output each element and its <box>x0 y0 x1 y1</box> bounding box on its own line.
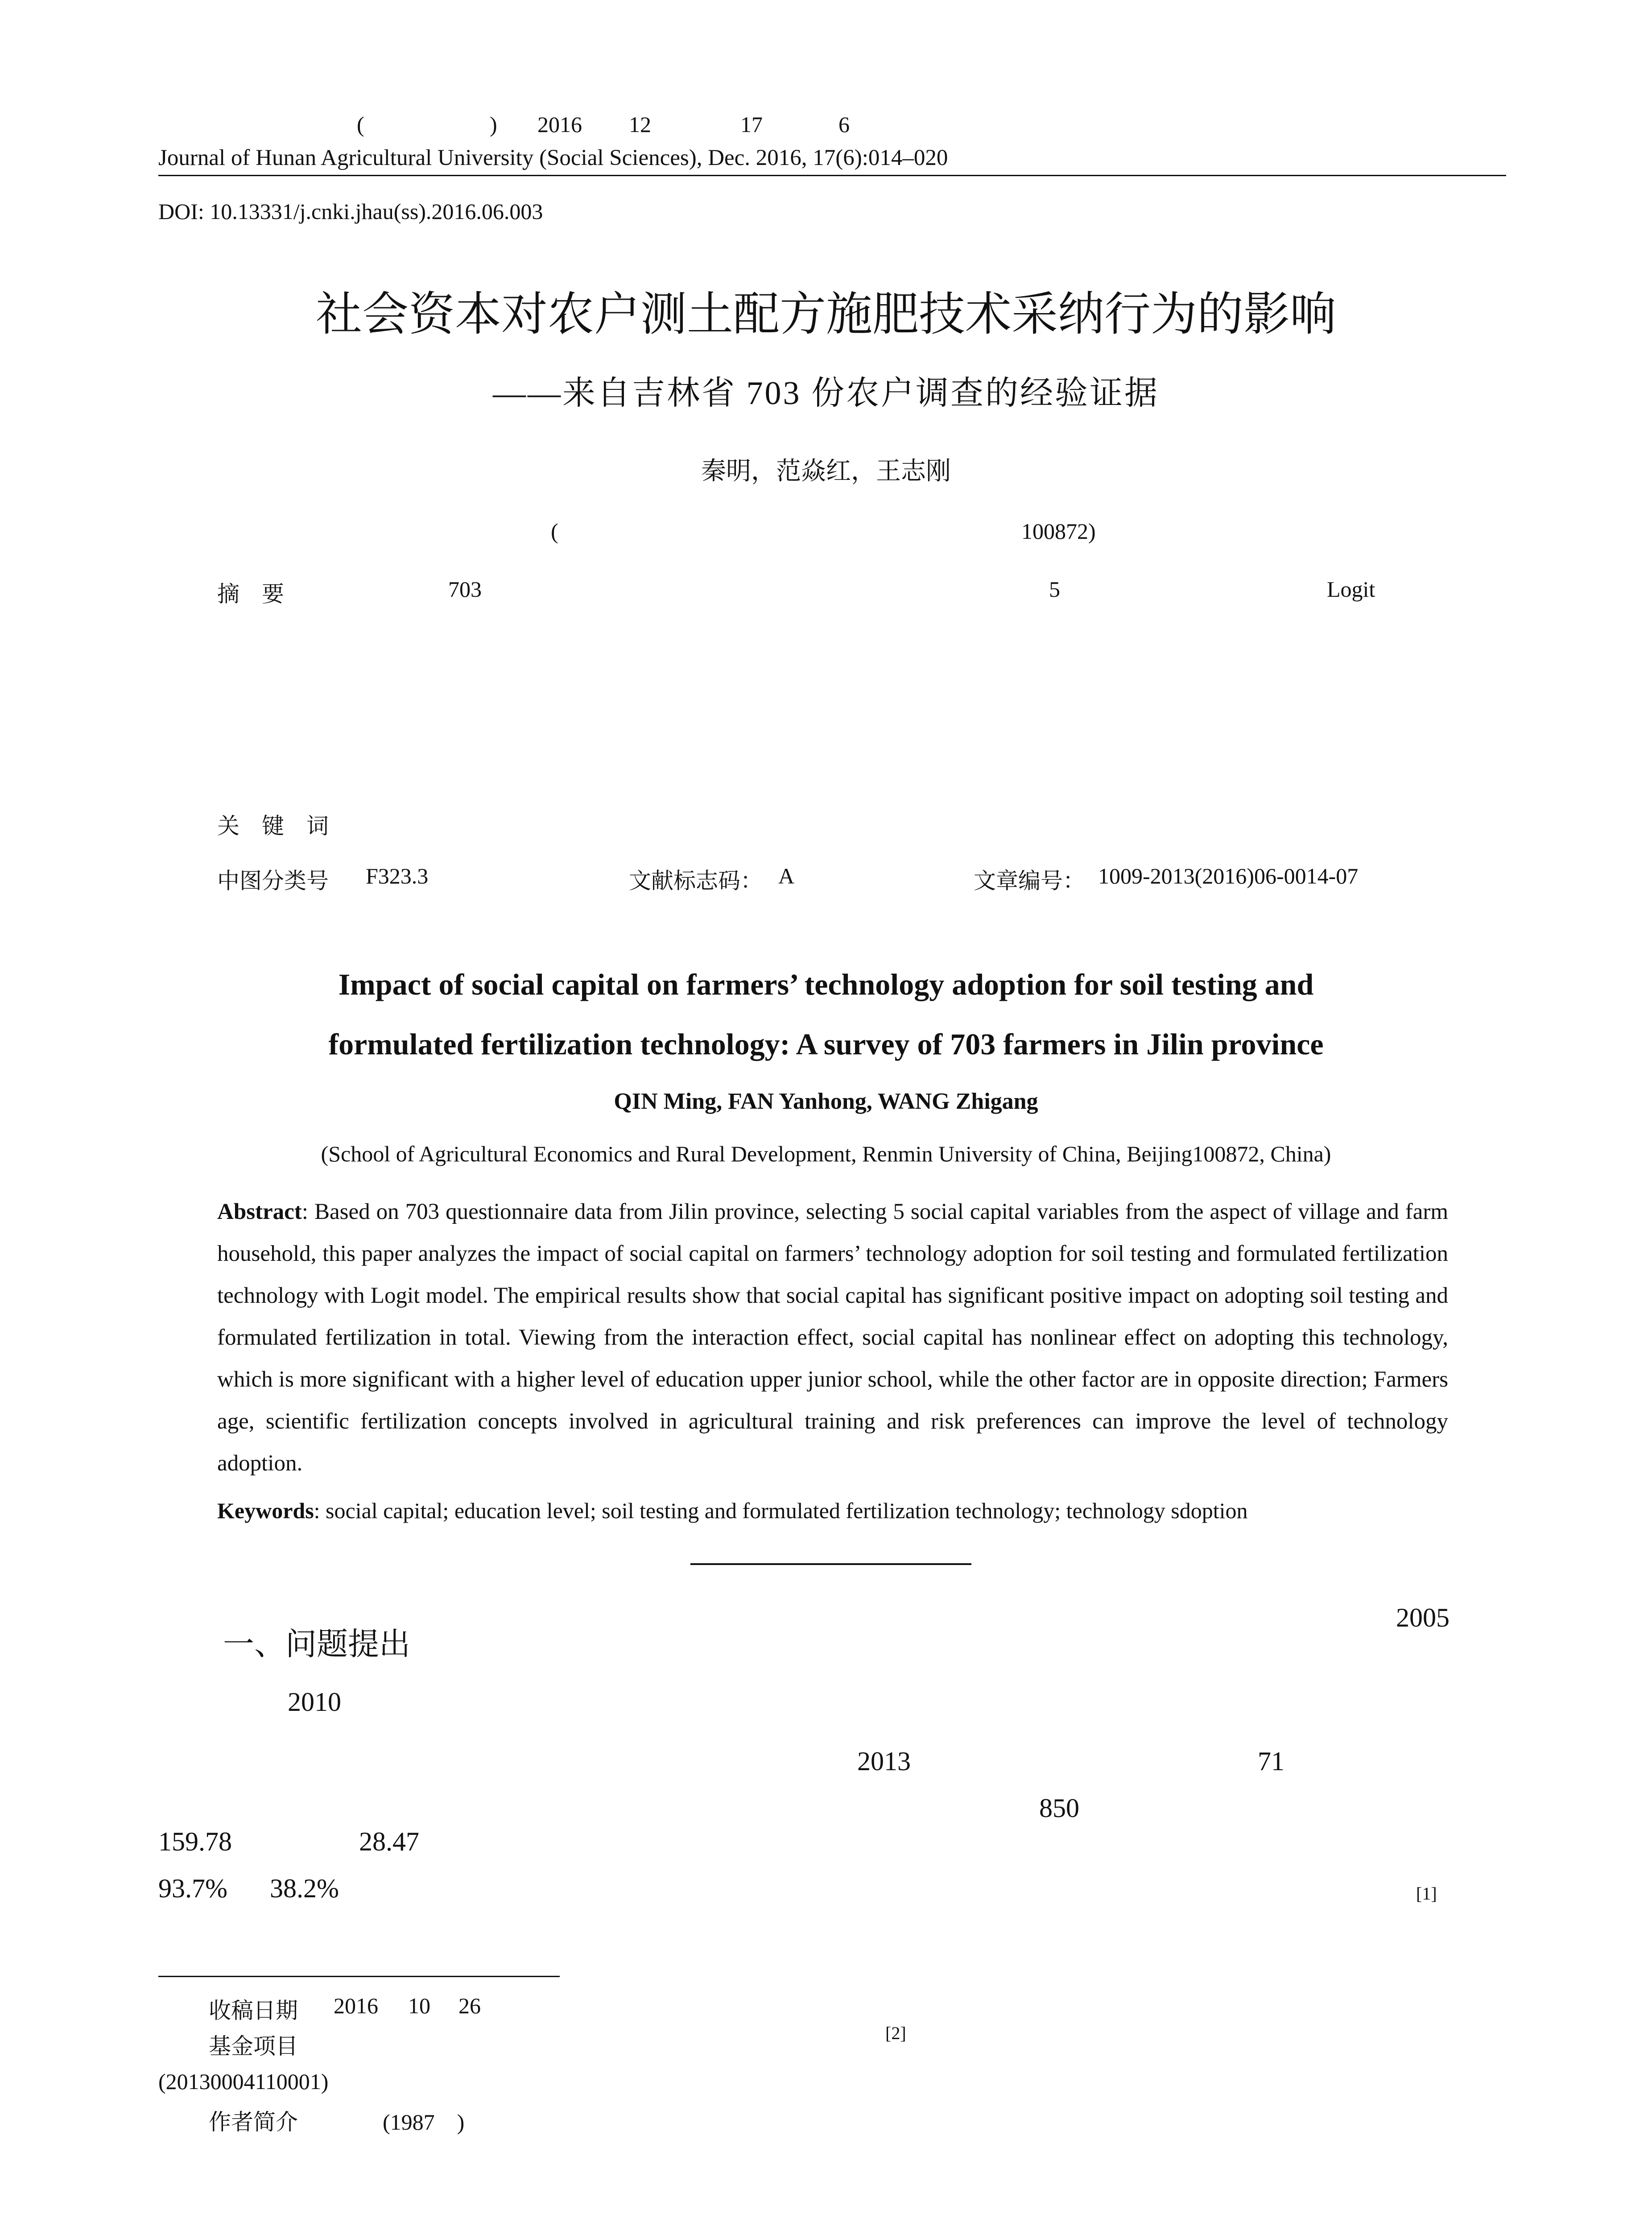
value-71: 71 <box>1258 1747 1284 1776</box>
keywords-en <box>217 1498 1248 1524</box>
affiliation-en: (School of Agricultural Economics and Rural Development, Renmin University of China, Beijing100872, China) <box>321 1141 1331 1166</box>
abstract-en-label: Abstract <box>217 1199 302 1224</box>
abstract-cn-label: 摘 要 <box>217 581 284 607</box>
reference-2: [2] <box>885 2023 906 2043</box>
received-day: 26 <box>458 1993 481 2018</box>
authors-en: QIN Ming, FAN Yanhong, WANG Zhigang <box>614 1089 1038 1114</box>
journal-header-line <box>0 112 1652 138</box>
value-850: 850 <box>1039 1793 1079 1823</box>
keywords-en-text: : social capital; education level; soil testing and formulated fertilization technology; technology sdoption <box>314 1498 1248 1523</box>
received-month: 10 <box>408 1993 430 2018</box>
year-2010: 2010 <box>288 1687 341 1717</box>
abstract-cn-5: 5 <box>1049 577 1060 602</box>
header-paren-open: ( <box>357 112 364 137</box>
journal-citation: Journal of Hunan Agricultural University (Social Sciences), Dec. 2016, 17(6):014–020 <box>158 145 948 170</box>
header-year: 2016 <box>537 112 582 137</box>
article-no-label: 文章编号： <box>974 868 1085 894</box>
abstract-en <box>217 1191 1448 1484</box>
abstract-cn-logit: Logit <box>1327 577 1375 602</box>
section-heading: 一、问题提出 <box>223 1626 410 1662</box>
section-separator <box>690 1563 971 1565</box>
keywords-en-label: Keywords <box>217 1498 314 1523</box>
clc-value: F323.3 <box>366 863 429 888</box>
affiliation-cn-open: ( <box>551 519 558 544</box>
authors-cn: 秦明，范焱红，王志刚 <box>701 457 951 486</box>
header-paren-close: ) <box>490 112 497 137</box>
clc-label: 中图分类号 <box>217 868 329 894</box>
header-rule <box>158 175 1506 176</box>
fund-label: 基金项目 <box>209 2033 298 2059</box>
doc-code-label: 文献标志码： <box>629 868 763 894</box>
article-no-value: 1009-2013(2016)06-0014-07 <box>1098 863 1359 888</box>
subtitle-cn: ——来自吉林省 703 份农户调查的经验证据 <box>493 375 1159 412</box>
received-label: 收稿日期 <box>209 1998 298 2024</box>
abstract-cn-703: 703 <box>448 577 482 602</box>
title-cn: 社会资本对农户测土配方施肥技术采纳行为的影响 <box>315 287 1336 341</box>
title-en-line2: formulated fertilization technology: A survey of 703 farmers in Jilin province <box>328 1027 1324 1061</box>
header-issue: 6 <box>838 112 850 137</box>
doc-code-value: A <box>778 863 795 888</box>
keywords-cn-label: 关 键 词 <box>217 813 329 839</box>
value-28-47: 28.47 <box>359 1827 419 1856</box>
header-month: 12 <box>629 112 651 137</box>
received-year: 2016 <box>334 1993 378 2018</box>
header-volume: 17 <box>740 112 763 137</box>
author-bio-label: 作者简介 <box>209 2109 298 2135</box>
doi: DOI: 10.13331/j.cnki.jhau(ss).2016.06.003 <box>158 199 543 224</box>
year-2005: 2005 <box>1396 1603 1450 1632</box>
year-2013: 2013 <box>857 1747 911 1776</box>
reference-1: [1] <box>1416 1883 1437 1904</box>
value-159-78: 159.78 <box>158 1827 232 1856</box>
value-38-2: 38.2% <box>270 1874 339 1903</box>
affiliation-cn-code: 100872) <box>1021 519 1096 544</box>
abstract-en-text: : Based on 703 questionnaire data from Jilin province, selecting 5 social capital variables from the aspect of village and farm household, this paper analyzes the impact of social capital on farmers’ technology adoption for soil testing and formulated fertilization technology with Logit model. The empirical results show that social capital has significant positive impact on adopting soil testing and formulated fertilization in total. Viewing from the interaction effect, social capital has nonlinear effect on adopting this technology, which is more significant with a higher level of education upper junior school, while the other factor are in opposite direction; Farmers age, scientific fertilization concepts involved in agricultural training and risk preferences can improve the level of technology adoption. <box>217 1199 1448 1476</box>
fund-number: (20130004110001) <box>158 2069 329 2094</box>
title-en-line1: Impact of social capital on farmers’ technology adoption for soil testing and <box>338 967 1314 1001</box>
value-93-7: 93.7% <box>158 1874 227 1903</box>
footnote-rule <box>158 1976 560 1977</box>
author-birth-year: (1987 ) <box>383 2110 465 2135</box>
